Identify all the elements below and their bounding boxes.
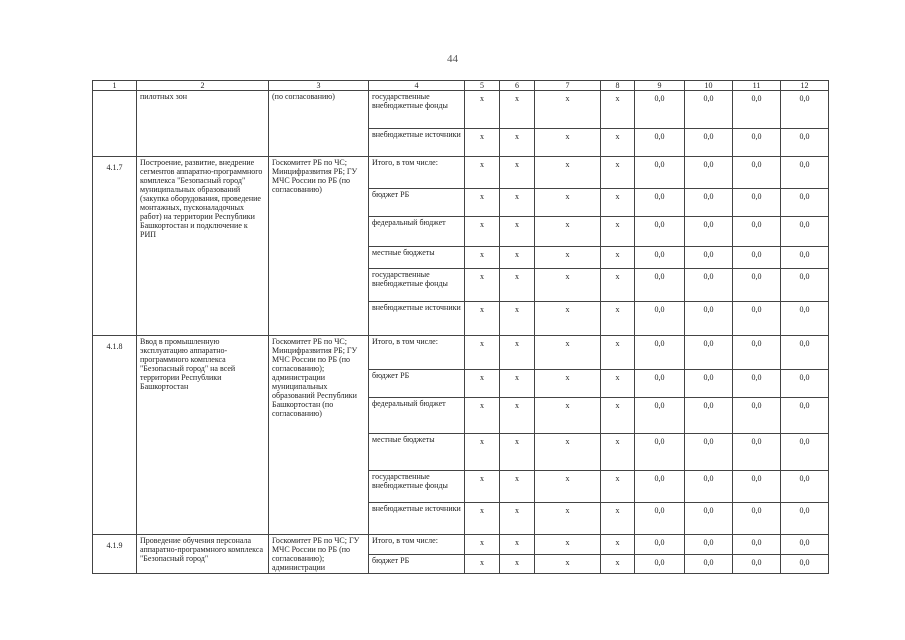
value-cell: x (500, 336, 535, 370)
value-cell: 0,0 (781, 302, 829, 336)
value-cell: 0,0 (685, 189, 733, 217)
funding-source-cell: бюджет РБ (369, 370, 465, 398)
value-cell: x (535, 247, 601, 269)
value-cell: x (535, 302, 601, 336)
value-cell: 0,0 (733, 91, 781, 129)
funding-source-cell: Итого, в том числе: (369, 535, 465, 555)
header-cell: 2 (137, 81, 269, 91)
value-cell: 0,0 (685, 336, 733, 370)
table-body (93, 81, 829, 574)
value-cell: 0,0 (635, 91, 685, 129)
value-cell: x (601, 555, 635, 574)
header-cell: 11 (733, 81, 781, 91)
value-cell: 0,0 (733, 370, 781, 398)
value-cell: x (601, 189, 635, 217)
value-cell: x (500, 302, 535, 336)
value-cell: 0,0 (781, 247, 829, 269)
measure-name-cell: Построение, развитие, внедрение сегментов аппаратно-программного комплекса "Безопасный город" муниципальных образований (закупка оборудования, проведение монтажных, пусконаладочных работ) на территории Республики Башкортостан и подключение к РИП (137, 157, 269, 336)
measure-number-cell (93, 91, 137, 157)
value-cell: x (601, 91, 635, 129)
value-cell: 0,0 (781, 370, 829, 398)
value-cell: x (601, 247, 635, 269)
value-cell: x (465, 217, 500, 247)
value-cell: x (535, 535, 601, 555)
value-cell: x (500, 91, 535, 129)
measure-name-cell: Проведение обучения персонала аппаратно-программного комплекса "Безопасный город" (137, 535, 269, 574)
header-cell: 12 (781, 81, 829, 91)
value-cell: x (500, 247, 535, 269)
value-cell: 0,0 (685, 555, 733, 574)
header-cell: 9 (635, 81, 685, 91)
header-cell: 5 (465, 81, 500, 91)
value-cell: 0,0 (781, 157, 829, 189)
value-cell: x (601, 336, 635, 370)
value-cell: 0,0 (733, 336, 781, 370)
value-cell: 0,0 (685, 157, 733, 189)
funding-source-cell: государственные внебюджетные фонды (369, 471, 465, 503)
value-cell: 0,0 (635, 302, 685, 336)
value-cell: x (465, 555, 500, 574)
header-cell: 6 (500, 81, 535, 91)
value-cell: x (500, 157, 535, 189)
value-cell: 0,0 (635, 217, 685, 247)
value-cell: 0,0 (733, 247, 781, 269)
value-cell: x (535, 503, 601, 535)
value-cell: x (500, 555, 535, 574)
funding-source-cell: федеральный бюджет (369, 398, 465, 434)
executor-cell: Госкомитет РБ по ЧС; Минцифразвития РБ; ГУ МЧС России по РБ (по согласованию); администрации муниципальных образований Республики Башкортостан (по согласованию) (269, 336, 369, 535)
value-cell: 0,0 (685, 129, 733, 157)
value-cell: 0,0 (685, 434, 733, 471)
value-cell: x (465, 370, 500, 398)
value-cell: x (500, 269, 535, 302)
funding-table (92, 80, 829, 574)
value-cell: x (500, 129, 535, 157)
value-cell: x (465, 247, 500, 269)
value-cell: 0,0 (781, 269, 829, 302)
value-cell: 0,0 (685, 471, 733, 503)
header-row (93, 81, 829, 91)
value-cell: x (500, 471, 535, 503)
value-cell: x (500, 189, 535, 217)
value-cell: 0,0 (781, 503, 829, 535)
value-cell: x (500, 535, 535, 555)
value-cell: 0,0 (685, 503, 733, 535)
value-cell: 0,0 (685, 370, 733, 398)
value-cell: x (465, 157, 500, 189)
value-cell: x (465, 129, 500, 157)
value-cell: x (601, 370, 635, 398)
value-cell: 0,0 (781, 471, 829, 503)
value-cell: 0,0 (685, 269, 733, 302)
table-row (93, 91, 829, 129)
value-cell: x (601, 535, 635, 555)
value-cell: x (465, 336, 500, 370)
value-cell: x (601, 217, 635, 247)
value-cell: x (465, 398, 500, 434)
funding-source-cell: государственные внебюджетные фонды (369, 269, 465, 302)
table-row (93, 157, 829, 189)
funding-source-cell: местные бюджеты (369, 434, 465, 471)
value-cell: 0,0 (781, 398, 829, 434)
table-row (93, 535, 829, 555)
funding-source-cell: местные бюджеты (369, 247, 465, 269)
value-cell: x (535, 336, 601, 370)
executor-cell: (по согласованию) (269, 91, 369, 157)
value-cell: 0,0 (781, 535, 829, 555)
value-cell: x (465, 471, 500, 503)
value-cell: 0,0 (635, 336, 685, 370)
funding-source-cell: внебюджетные источники (369, 129, 465, 157)
value-cell: 0,0 (685, 535, 733, 555)
funding-source-cell: бюджет РБ (369, 555, 465, 574)
measure-number-cell: 4.1.9 (93, 535, 137, 574)
value-cell: x (535, 370, 601, 398)
funding-source-cell: Итого, в том числе: (369, 157, 465, 189)
value-cell: 0,0 (781, 555, 829, 574)
value-cell: 0,0 (781, 91, 829, 129)
value-cell: 0,0 (781, 336, 829, 370)
header-cell: 10 (685, 81, 733, 91)
value-cell: 0,0 (781, 129, 829, 157)
executor-cell: Госкомитет РБ по ЧС; ГУ МЧС России по РБ (по согласованию); администрации (269, 535, 369, 574)
value-cell: 0,0 (733, 535, 781, 555)
value-cell: x (465, 91, 500, 129)
value-cell: x (465, 302, 500, 336)
value-cell: 0,0 (635, 157, 685, 189)
value-cell: 0,0 (635, 503, 685, 535)
funding-source-cell: федеральный бюджет (369, 217, 465, 247)
value-cell: 0,0 (733, 217, 781, 247)
value-cell: x (465, 434, 500, 471)
value-cell: x (500, 503, 535, 535)
value-cell: x (601, 269, 635, 302)
value-cell: 0,0 (635, 555, 685, 574)
value-cell: x (601, 434, 635, 471)
value-cell: 0,0 (635, 471, 685, 503)
value-cell: 0,0 (733, 503, 781, 535)
value-cell: x (465, 503, 500, 535)
value-cell: 0,0 (635, 129, 685, 157)
value-cell: x (601, 302, 635, 336)
value-cell: x (535, 217, 601, 247)
value-cell: x (500, 434, 535, 471)
measure-name-cell: Ввод в промышленную эксплуатацию аппаратно-программного комплекса "Безопасный город" на всей территории Республики Башкортостан (137, 336, 269, 535)
value-cell: 0,0 (733, 302, 781, 336)
funding-source-cell: бюджет РБ (369, 189, 465, 217)
value-cell: 0,0 (733, 189, 781, 217)
header-cell: 7 (535, 81, 601, 91)
value-cell: 0,0 (635, 535, 685, 555)
value-cell: 0,0 (733, 555, 781, 574)
value-cell: 0,0 (733, 129, 781, 157)
value-cell: 0,0 (635, 434, 685, 471)
measure-number-cell: 4.1.8 (93, 336, 137, 535)
executor-cell: Госкомитет РБ по ЧС; Минцифразвития РБ; ГУ МЧС России по РБ (по согласованию) (269, 157, 369, 336)
value-cell: 0,0 (685, 247, 733, 269)
value-cell: 0,0 (733, 398, 781, 434)
value-cell: 0,0 (685, 91, 733, 129)
value-cell: x (535, 398, 601, 434)
funding-source-cell: внебюджетные источники (369, 302, 465, 336)
value-cell: 0,0 (635, 269, 685, 302)
value-cell: x (535, 91, 601, 129)
value-cell: 0,0 (733, 434, 781, 471)
value-cell: x (500, 217, 535, 247)
value-cell: x (535, 555, 601, 574)
value-cell: 0,0 (635, 189, 685, 217)
header-cell: 3 (269, 81, 369, 91)
value-cell: 0,0 (685, 302, 733, 336)
value-cell: 0,0 (781, 217, 829, 247)
header-cell: 4 (369, 81, 465, 91)
value-cell: x (500, 398, 535, 434)
funding-source-cell: государственные внебюджетные фонды (369, 91, 465, 129)
value-cell: 0,0 (685, 398, 733, 434)
header-cell: 8 (601, 81, 635, 91)
page-number: 44 (447, 53, 458, 65)
value-cell: 0,0 (635, 247, 685, 269)
value-cell: x (601, 503, 635, 535)
funding-source-cell: внебюджетные источники (369, 503, 465, 535)
header-cell: 1 (93, 81, 137, 91)
value-cell: x (500, 370, 535, 398)
value-cell: x (601, 157, 635, 189)
value-cell: x (535, 434, 601, 471)
measure-name-cell: пилотных зон (137, 91, 269, 157)
measure-number-cell: 4.1.7 (93, 157, 137, 336)
value-cell: 0,0 (685, 217, 733, 247)
funding-source-cell: Итого, в том числе: (369, 336, 465, 370)
value-cell: x (465, 269, 500, 302)
value-cell: 0,0 (733, 157, 781, 189)
value-cell: 0,0 (781, 434, 829, 471)
value-cell: x (535, 129, 601, 157)
value-cell: x (465, 189, 500, 217)
table-row (93, 336, 829, 370)
value-cell: 0,0 (781, 189, 829, 217)
value-cell: x (601, 129, 635, 157)
value-cell: 0,0 (635, 398, 685, 434)
value-cell: x (601, 471, 635, 503)
value-cell: x (535, 269, 601, 302)
value-cell: 0,0 (733, 471, 781, 503)
value-cell: x (535, 157, 601, 189)
value-cell: 0,0 (635, 370, 685, 398)
value-cell: 0,0 (733, 269, 781, 302)
value-cell: x (465, 535, 500, 555)
value-cell: x (535, 471, 601, 503)
value-cell: x (601, 398, 635, 434)
value-cell: x (535, 189, 601, 217)
